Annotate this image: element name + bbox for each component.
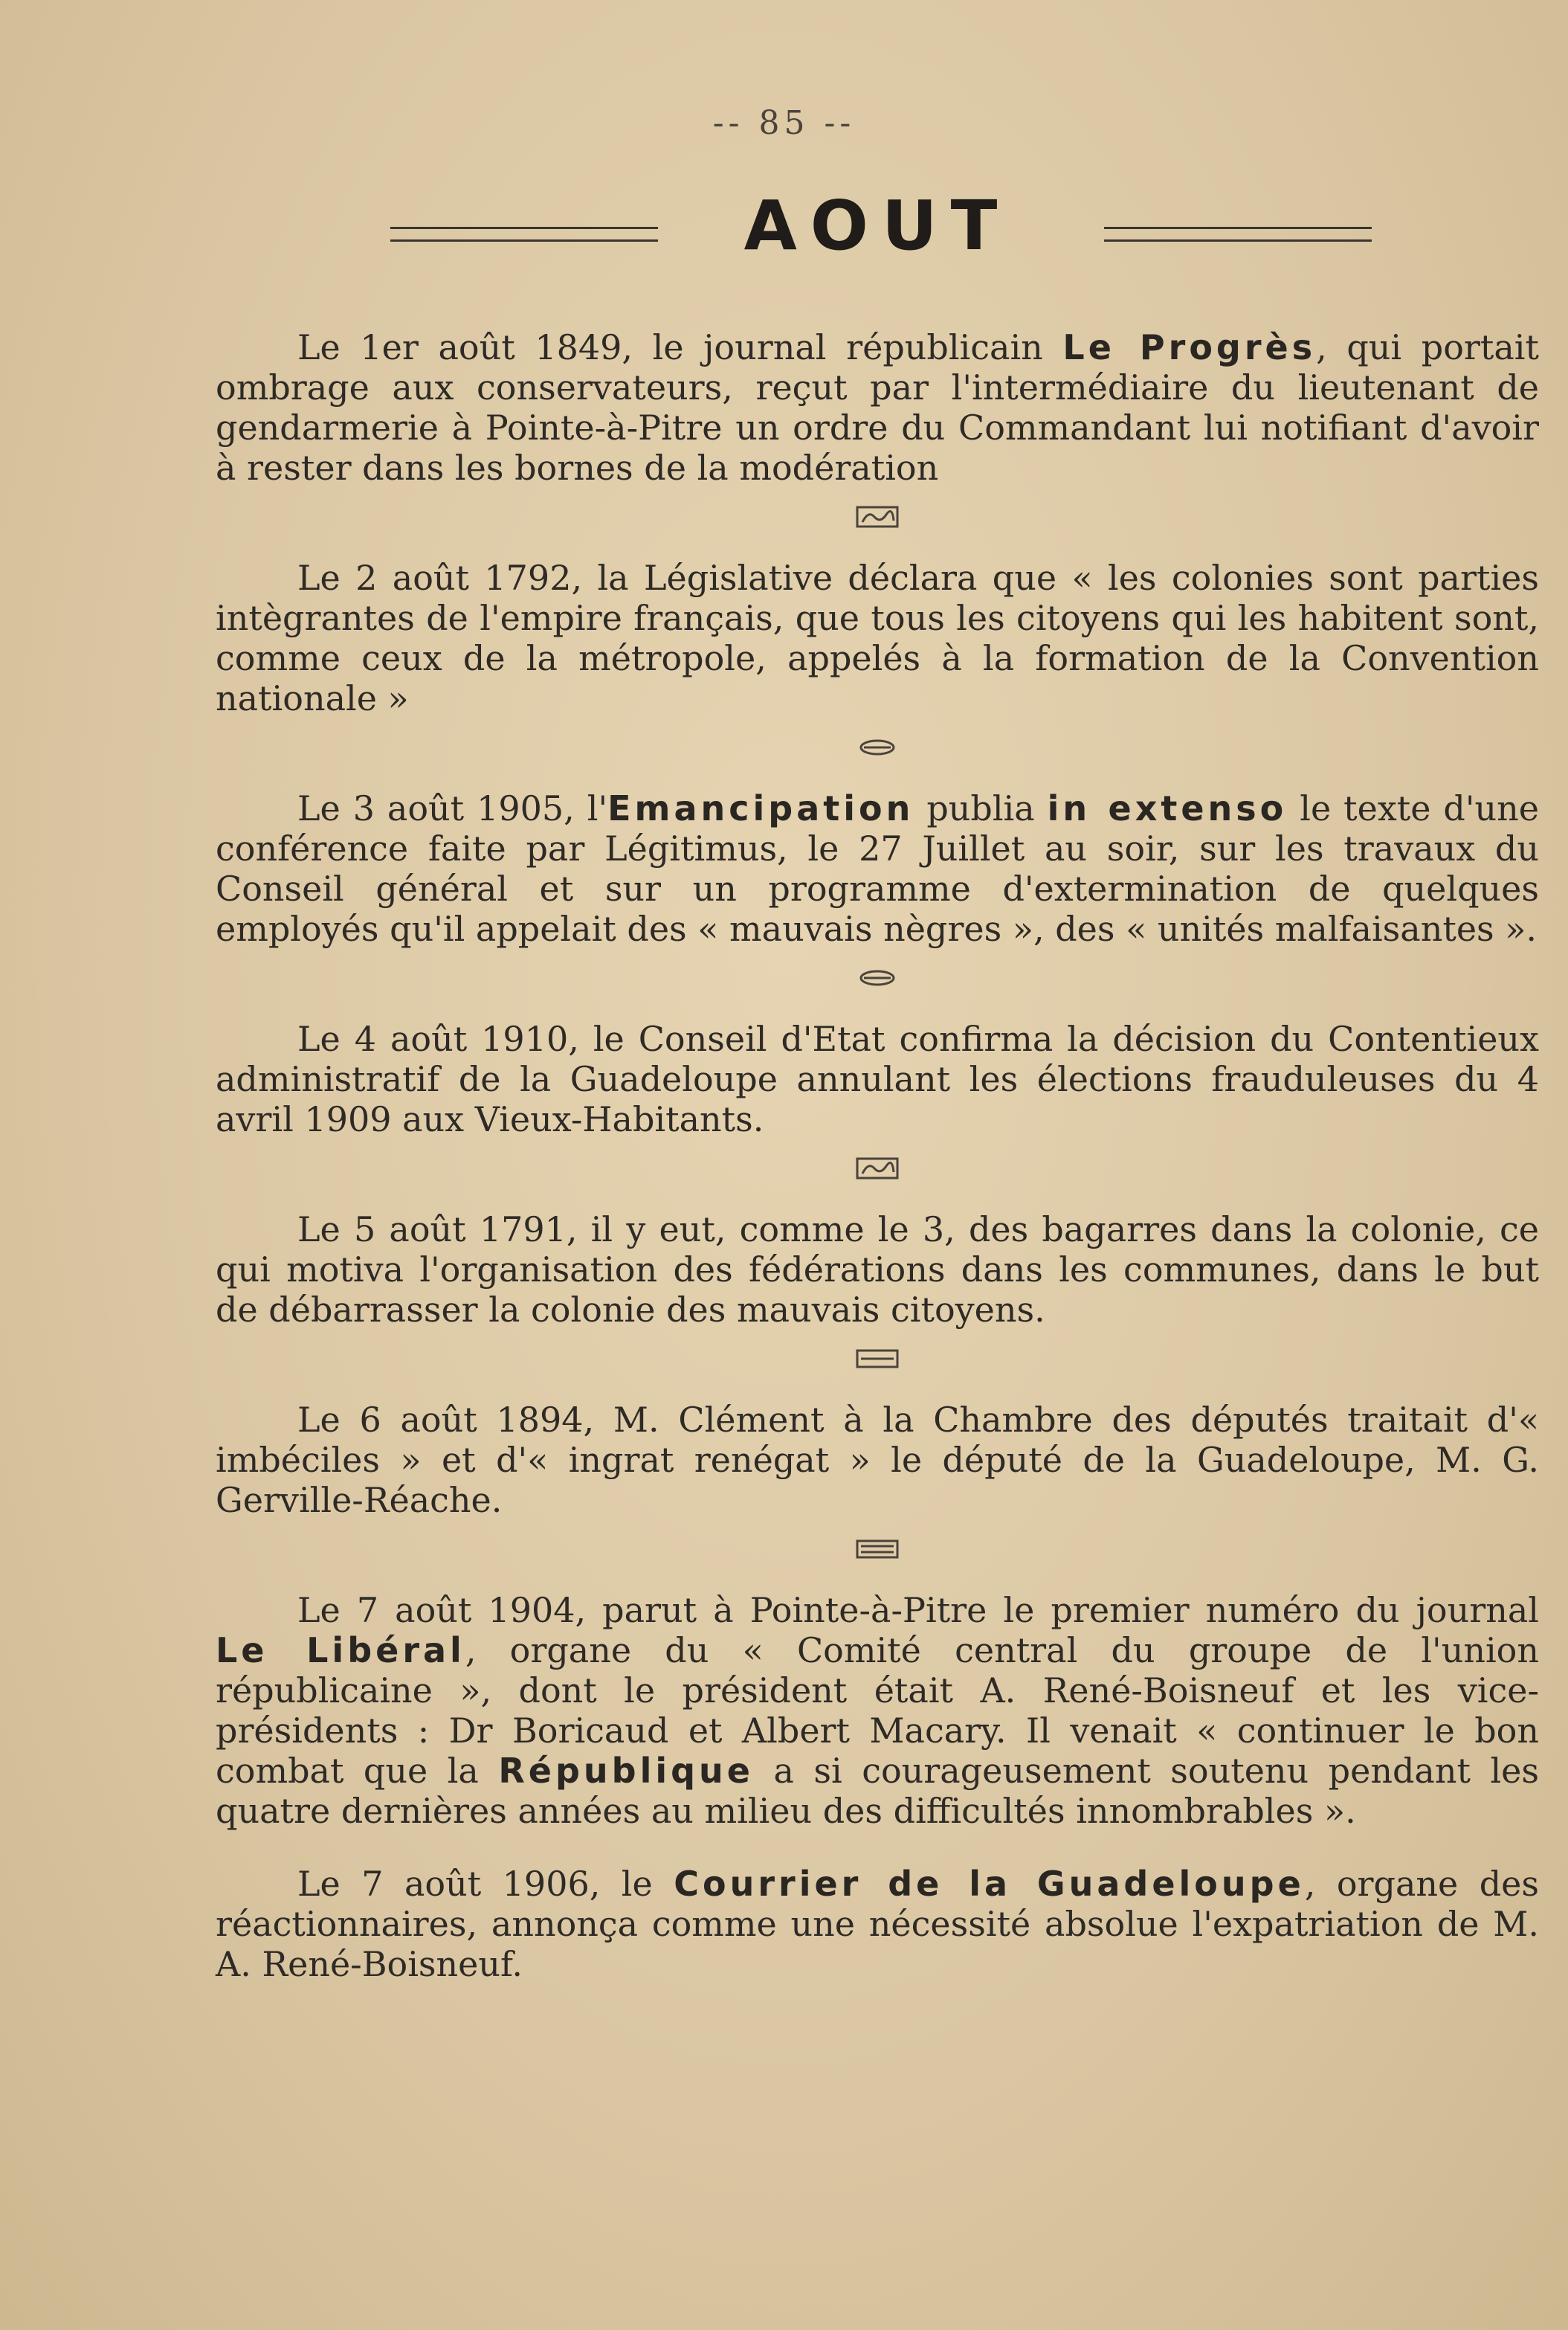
entry-1-intro: Le 1er août 1849, le journal républicain — [297, 327, 1063, 367]
ornament-icon — [855, 1346, 900, 1371]
entry-3-middle: publia — [914, 788, 1048, 828]
entry-3-rest: le texte d'une conférence faite par Légitimus, le 27 Juillet au soir, sur les travaux du Conseil général et sur un programme d'extermination de quelques employés qu'il appelait des « mauvais nègres », des « unités malfaisantes ». — [216, 788, 1539, 949]
entry-5: Le 5 août 1791, il y eut, comme le 3, des bagarres dans la colonie, ce qui motiva l'organisation des fédérations dans les communes, dans le but de débarrasser la colonie des mauvais citoyens. — [216, 1209, 1539, 1330]
entry-1-journal: Le Progrès — [1062, 327, 1317, 367]
ornament-icon — [855, 1536, 900, 1562]
entry-8 — [216, 1864, 1539, 1984]
entry-7-intro: Le 7 août 1904, parut à Pointe-à-Pitre le premier numéro du journal — [297, 1590, 1539, 1630]
entry-8-rest: , organe des réactionnaires, annonça comme une nécessité absolue l'expatriation de M. A. René-Boisneuf. — [216, 1864, 1540, 1984]
title-rule-left — [390, 227, 658, 242]
entry-3-emphasis: in extenso — [1047, 788, 1288, 828]
entry-7-middle: , organe du « Comité central du groupe de l'union républicaine », dont le président était A. René-Boisneuf et les vice-présidents : Dr Boricaud et Albert Macary. Il venait « continuer le bon combat que la — [216, 1630, 1539, 1791]
ornament-icon — [855, 735, 900, 760]
entry-7 — [216, 1590, 1539, 1831]
entry-3 — [216, 788, 1539, 949]
entry-2: Le 2 août 1792, la Législative déclara que « les colonies sont parties intègrantes de l'empire français, que tous les citoyens qui les habitent sont, comme ceux de la métropole, appelés à la formation de la Convention nationale » — [216, 558, 1539, 718]
title-row — [0, 186, 1568, 283]
ornament-icon — [855, 965, 900, 991]
page-number: -- 85 -- — [712, 104, 856, 142]
entry-4: Le 4 août 1910, le Conseil d'Etat confirma la décision du Contentieux administratif de la Guadeloupe annulant les élections frauduleuses du 4 avril 1909 aux Vieux-Habitants. — [216, 1019, 1539, 1139]
entry-6: Le 6 août 1894, M. Clément à la Chambre des députés traitait d'« imbéciles » et d'« ingrat renégat » le député de la Guadeloupe, M. G. Gerville-Réache. — [216, 1400, 1539, 1520]
entry-1-rest: , qui portait ombrage aux conservateurs, reçut par l'intermédiaire du lieutenant de gendarmerie à Pointe-à-Pitre un ordre du Commandant lui notifiant d'avoir à rester dans les bornes de la modération — [216, 327, 1539, 488]
ornament-icon — [855, 504, 900, 530]
entry-7-journal: Le Libéral — [216, 1630, 465, 1670]
entry-8-intro: Le 7 août 1906, le — [297, 1864, 674, 1904]
spacer — [216, 1831, 1539, 1864]
title-rule-right — [1104, 227, 1372, 242]
entry-7-rest: a si courageusement soutenu pendant les quatre dernières années au milieu des difficultés innombrables ». — [216, 1751, 1539, 1831]
entry-3-intro: Le 3 août 1905, l' — [297, 788, 608, 828]
entry-1 — [216, 327, 1539, 488]
entries — [216, 327, 1539, 1984]
entry-3-journal: Emancipation — [607, 788, 914, 828]
ornament-icon — [855, 1156, 900, 1181]
page-title: AOUT — [743, 186, 1011, 265]
entry-7-emphasis: République — [498, 1751, 754, 1791]
entry-8-journal: Courrier de la Guadeloupe — [674, 1864, 1305, 1904]
